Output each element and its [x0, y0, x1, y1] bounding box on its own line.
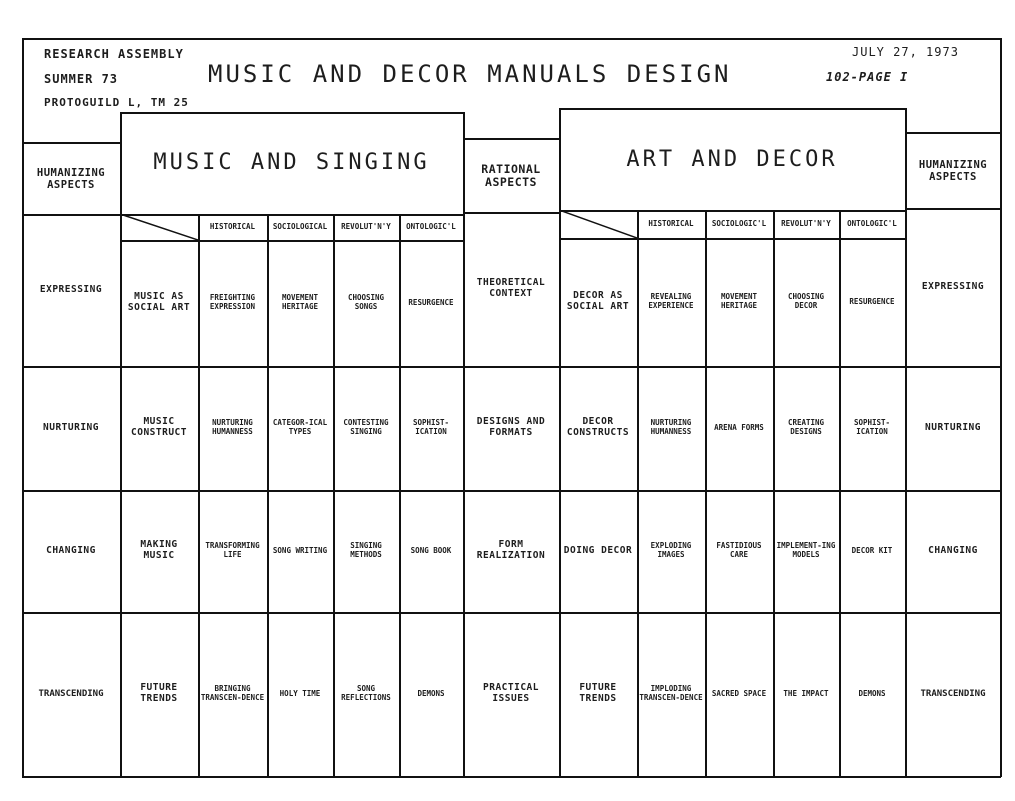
decor-cell: SOPHIST-ICATION — [853, 418, 891, 436]
music-cell: HOLY TIME — [279, 688, 321, 698]
decor-cell: DECOR KIT — [851, 545, 893, 555]
right-aspects-label: HUMANIZING ASPECTS — [918, 158, 988, 183]
music-subheader-revolutionary: REVOLUT'N'Y — [341, 221, 391, 231]
decor-cell: THE IMPACT — [783, 688, 829, 698]
header-session: SUMMER 73 — [44, 72, 119, 86]
music-cell: CATEGOR-ICAL TYPES — [272, 418, 328, 436]
rational-cell: DESIGNS AND FORMATS — [476, 416, 546, 438]
music-cell: SONG WRITING — [272, 545, 328, 555]
music-subheader-sociological: SOCIOLOGICAL — [272, 221, 328, 231]
music-main-cell: MUSIC AS SOCIAL ART — [127, 291, 191, 313]
row-aspect-right: EXPRESSING — [921, 280, 985, 292]
music-cell: CHOOSING SONGS — [347, 293, 385, 311]
decor-corner-diagonal — [559, 210, 637, 238]
decor-cell: IMPLODING TRANSCEN-DENCE — [639, 684, 703, 702]
decor-subheader-ontological: ONTOLOGIC'L — [847, 218, 897, 228]
music-cell: BRINGING TRANSCEN-DENCE — [200, 684, 265, 702]
music-corner-diagonal — [120, 214, 198, 240]
decor-main-cell: DECOR CONSTRUCTS — [566, 416, 630, 438]
page-title: MUSIC AND DECOR MANUALS DESIGN — [208, 60, 732, 88]
decor-cell: EXPLODING IMAGES — [650, 541, 692, 559]
music-main-cell: MUSIC CONSTRUCT — [131, 416, 187, 438]
music-cell: SONG BOOK — [410, 545, 452, 555]
decor-cell: DEMONS — [858, 688, 886, 698]
music-main-cell: MAKING MUSIC — [140, 539, 178, 561]
rational-aspects-label: RATIONAL ASPECTS — [481, 161, 541, 189]
grid-hline — [22, 776, 1001, 778]
row-aspect-right: TRANSCENDING — [920, 688, 986, 699]
decor-subheader-historical: HISTORICAL — [648, 218, 694, 228]
header-org: RESEARCH ASSEMBLY — [44, 47, 184, 61]
music-cell: SINGING METHODS — [350, 541, 382, 559]
decor-cell: IMPLEMENT-ING MODELS — [776, 541, 836, 559]
header-guild: PROTOGUILD L, TM 25 — [44, 96, 189, 109]
decor-cell: SACRED SPACE — [711, 688, 767, 698]
decor-main-cell: FUTURE TRENDS — [579, 682, 617, 704]
music-subheader-ontological: ONTOLOGIC'L — [406, 221, 456, 231]
rational-cell: THEORETICAL CONTEXT — [476, 277, 546, 299]
row-aspect-left: TRANSCENDING — [38, 688, 104, 699]
left-aspects-label: HUMANIZING ASPECTS — [36, 166, 106, 191]
decor-main-cell: DECOR AS SOCIAL ART — [566, 290, 630, 312]
music-subheader-historical: HISTORICAL — [209, 221, 256, 231]
music-block-title: MUSIC AND SINGING — [153, 150, 430, 176]
grid-hline — [22, 38, 1001, 40]
rational-cell: PRACTICAL ISSUES — [483, 682, 539, 704]
music-cell: RESURGENCE — [408, 297, 454, 307]
decor-main-cell: DOING DECOR — [563, 544, 633, 556]
decor-cell: ARENA FORMS — [714, 422, 764, 432]
rational-cell: FORM REALIZATION — [476, 539, 546, 561]
row-aspect-left: NURTURING — [43, 421, 99, 433]
row-aspect-right: CHANGING — [928, 544, 978, 556]
music-cell: TRANSFORMING LIFE — [205, 541, 260, 559]
decor-block-title: ART AND DECOR — [626, 147, 838, 173]
decor-cell: NURTURING HUMANNESS — [650, 418, 692, 436]
music-cell: SONG REFLECTIONS — [341, 684, 391, 702]
music-cell: NURTURING HUMANNESS — [212, 418, 253, 436]
row-aspect-right: NURTURING — [925, 421, 981, 433]
decor-cell: RESURGENCE — [849, 296, 895, 306]
decor-cell: REVEALING EXPERIENCE — [648, 292, 694, 310]
decor-cell: CHOOSING DECOR — [787, 292, 825, 310]
music-main-cell: FUTURE TRENDS — [140, 682, 178, 704]
row-aspect-left: EXPRESSING — [39, 283, 103, 295]
decor-cell: CREATING DESIGNS — [787, 418, 825, 436]
music-cell: FREIGHTING EXPRESSION — [209, 293, 256, 311]
decor-cell: FASTIDIOUS CARE — [716, 541, 762, 559]
music-cell: DEMONS — [417, 688, 445, 698]
decor-subheader-sociological: SOCIOLOGIC'L — [711, 218, 767, 228]
music-cell: SOPHIST-ICATION — [412, 418, 450, 436]
decor-subheader-revolutionary: REVOLUT'N'Y — [781, 218, 831, 228]
header-page: 102-PAGE I — [826, 70, 909, 84]
music-cell: MOVEMENT HERITAGE — [281, 293, 319, 311]
row-aspect-left: CHANGING — [46, 544, 96, 556]
decor-cell: MOVEMENT HERITAGE — [720, 292, 758, 310]
music-cell: CONTESTING SINGING — [343, 418, 389, 436]
header-date: JULY 27, 1973 — [852, 45, 959, 59]
